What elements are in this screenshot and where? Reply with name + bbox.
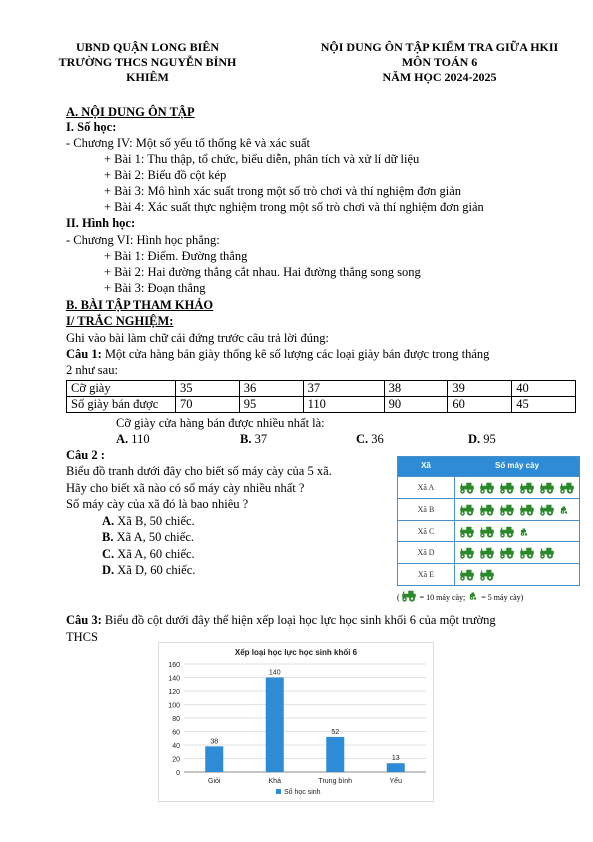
tractor-icon (498, 546, 516, 564)
y-tick-label: 160 (168, 662, 180, 669)
instruction: Ghi vào bài làm chữ cái đứng trước câu trả lời đúng: (66, 331, 329, 345)
tractor-icon (478, 525, 496, 543)
school-year: NĂM HỌC 2024-2025 (382, 70, 497, 84)
tractor-half-icon (518, 525, 530, 543)
pictograph-row (398, 520, 579, 543)
tractor-icon (498, 481, 516, 499)
question-2-label: Câu 2 : (66, 448, 105, 462)
x-tick-label: Yếu (389, 778, 402, 785)
table-cell: 36 (239, 381, 303, 397)
tractor-half-icon (467, 590, 479, 606)
tractor-icon (478, 546, 496, 564)
table-cell: 35 (176, 381, 240, 397)
question-2-text: Hãy cho biết xã nào có số máy cày nhiều nhất ? (66, 481, 305, 495)
tractor-icon (558, 481, 576, 499)
data-label: 13 (391, 755, 400, 763)
tractor-icon (518, 481, 536, 499)
pictograph-row-label: Xã C (417, 526, 435, 536)
question-3-label: Câu 3: (66, 613, 102, 627)
option-d: D. 95 (468, 432, 496, 446)
y-tick-label: 0 (176, 770, 180, 777)
y-tick-label: 20 (172, 756, 180, 764)
table-cell: 39 (448, 381, 512, 397)
part-2-title: II. Hình học: (66, 216, 136, 230)
data-label: 52 (331, 728, 340, 736)
tractor-icon (538, 546, 556, 564)
bar (387, 763, 405, 772)
pictograph-row (398, 563, 579, 586)
tractor-icon (458, 481, 476, 499)
bar (205, 746, 223, 772)
y-tick-label: 120 (168, 689, 180, 696)
subject: MÔN TOÁN 6 (401, 55, 478, 69)
question-1-prompt: Cỡ giày cửa hàng bán được nhiều nhất là: (116, 416, 325, 430)
tractor-icon (478, 568, 496, 586)
tractor-pictograph (397, 456, 580, 586)
tractor-icon (538, 481, 556, 499)
table-cell: 95 (239, 397, 303, 413)
multiple-choice-title: I/ TRẮC NGHIỆM: (66, 314, 174, 328)
table-cell: 70 (176, 397, 240, 413)
lesson-item: + Bài 3: Đoạn thẳng (104, 281, 206, 295)
pictograph-legend: ( = 10 máy cày; = 5 máy cày) (397, 590, 523, 606)
y-tick-label: 80 (172, 716, 180, 723)
section-b-title: B. BÀI TẬP THAM KHẢO (66, 298, 214, 312)
table-header-cell: Số giày bán được (67, 397, 176, 413)
pictograph-row (398, 498, 579, 521)
table-cell: 90 (384, 397, 448, 413)
table-header-cell: Cỡ giày (67, 381, 176, 397)
tractor-icon (538, 503, 556, 521)
question-1-text: Một cửa hàng bán giày thống kê số lượng các loại giày bán được trong tháng (101, 347, 490, 361)
school-name: TRƯỜNG THCS NGUYỄN BỈNH KHIÊM (58, 55, 237, 84)
section-a-title: A. NỘI DUNG ÔN TẬP (66, 105, 195, 119)
tractor-icon (478, 503, 496, 521)
option-a: A. 110 (116, 432, 150, 446)
pictograph-col-tractors: Số máy cày (494, 461, 540, 470)
lesson-item: + Bài 2: Biểu đồ cột kép (104, 168, 227, 182)
tractor-icon (458, 568, 476, 586)
question-2-text: Số máy cày của xã đó là bao nhiêu ? (66, 497, 249, 511)
tractor-half-icon (558, 503, 570, 521)
pictograph-row-label: Xã D (417, 548, 435, 558)
question-2-text: Biểu đồ tranh dưới đây cho biết số máy cày của 5 xã. (66, 464, 332, 478)
tractor-icon (498, 525, 516, 543)
tractor-icon (478, 481, 496, 499)
question-3 (66, 613, 496, 629)
x-tick-label: Trung bình (318, 778, 353, 785)
district-name: UBND QUẬN LONG BIÊN (75, 40, 219, 54)
chapter-6: - Chương VI: Hình học phẳng: (66, 233, 220, 247)
x-tick-label: Khá (268, 778, 281, 785)
table-cell: 38 (384, 381, 448, 397)
option-d: D. Xã D, 60 chiếc. (102, 563, 196, 577)
pictograph-col-commune: Xã (421, 461, 431, 470)
lesson-item: + Bài 1: Điểm. Đường thẳng (104, 249, 248, 263)
legend-swatch (276, 789, 281, 794)
question-1-label: Câu 1: (66, 347, 102, 361)
question-1-text-cont: 2 như sau: (66, 363, 118, 377)
y-tick-label: 60 (172, 729, 180, 737)
bar (326, 737, 344, 772)
bar (266, 678, 284, 773)
question-3-text: Biểu đồ cột dưới đây thể hiện xếp loại học lực học sinh khối 6 của một trường (101, 613, 496, 627)
table-row (67, 397, 576, 413)
academic-performance-chart (158, 642, 434, 802)
lesson-item: + Bài 3: Mô hình xác suất trong một số trò chơi và thí nghiệm đơn giản (104, 184, 462, 198)
table-cell: 60 (448, 397, 512, 413)
pictograph-row-label: Xã E (417, 570, 435, 580)
question-3-text-cont: THCS (66, 630, 98, 644)
x-tick-label: Giỏi (208, 778, 221, 785)
tractor-icon (458, 503, 476, 521)
option-b: B. 37 (240, 432, 268, 446)
y-tick-label: 40 (172, 743, 180, 750)
option-c: C. 36 (356, 432, 384, 446)
chapter-4: - Chương IV: Một số yếu tố thống kê và xác suất (66, 136, 311, 150)
y-tick-label: 100 (168, 702, 180, 710)
option-b: B. Xã A, 50 chiếc. (102, 530, 194, 544)
tractor-icon (458, 525, 476, 543)
table-cell: 110 (303, 397, 384, 413)
table-cell: 45 (512, 397, 576, 413)
tractor-icon (458, 546, 476, 564)
part-1-title: I. Số học: (66, 120, 117, 134)
lesson-item: + Bài 4: Xác suất thực nghiệm trong một số trò chơi và thí nghiệm đơn giản (104, 200, 484, 214)
data-label: 38 (210, 738, 219, 746)
lesson-item: + Bài 2: Hai đường thẳng cắt nhau. Hai đường thẳng song song (104, 265, 421, 279)
pictograph-row-label: Xã B (417, 504, 435, 514)
doc-title: NỘI DUNG ÔN TẬP KIỂM TRA GIỮA HKII (320, 40, 559, 54)
lesson-item: + Bài 1: Thu thập, tổ chức, biểu diễn, phân tích và xử lí dữ liệu (104, 152, 420, 166)
question-1 (66, 347, 489, 363)
chart-title: Xếp loại học lực học sinh khối 6 (234, 648, 358, 657)
tractor-icon (400, 590, 418, 606)
legend-label: Số học sinh (284, 789, 321, 796)
tractor-icon (498, 503, 516, 521)
table-row (67, 381, 576, 397)
data-label: 140 (268, 669, 281, 677)
table-cell: 37 (303, 381, 384, 397)
shoe-size-table (66, 380, 576, 413)
option-a: A. Xã B, 50 chiếc. (102, 514, 195, 528)
option-c: C. Xã A, 60 chiếc. (102, 547, 195, 561)
pictograph-row-label: Xã A (417, 483, 435, 492)
y-tick-label: 140 (168, 675, 180, 683)
tractor-icon (518, 546, 536, 564)
tractor-icon (518, 503, 536, 521)
pictograph-row (398, 476, 579, 499)
table-cell: 40 (512, 381, 576, 397)
pictograph-row (398, 541, 579, 564)
